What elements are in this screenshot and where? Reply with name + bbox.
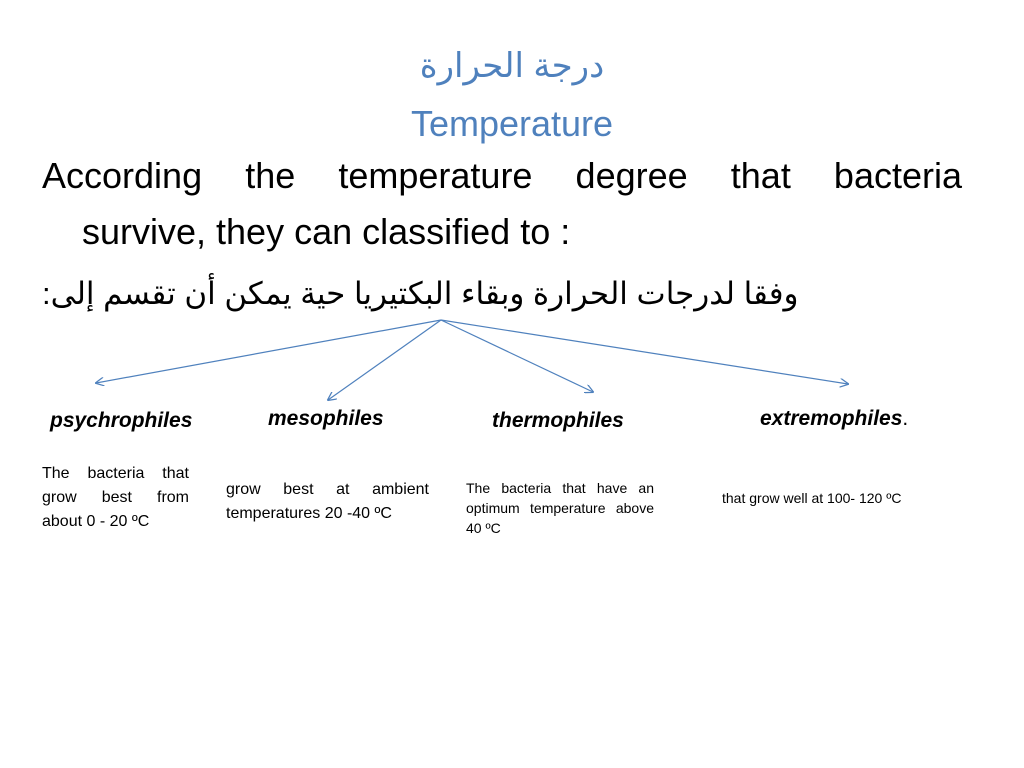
arrow-to-mesophiles — [328, 320, 441, 400]
intro-text-arabic: وفقا لدرجات الحرارة وبقاء البكتيريا حية يمكن أن تقسم إلى: — [42, 276, 799, 311]
intro-text-line-2: survive, they can classified to : — [82, 211, 571, 252]
intro-text-line-1: According the temperature degree that bacteria — [42, 155, 962, 196]
arrow-to-thermophiles — [441, 320, 593, 392]
description-psychrophiles: The bacteria that grow best from about 0 - 20 ºC — [42, 465, 189, 530]
arrow-to-psychrophiles — [96, 320, 441, 383]
slide-title-english: Temperature — [410, 103, 614, 144]
description-extremophiles: that grow well at 100- 120 ºC — [722, 490, 902, 506]
description-mesophiles: grow best at ambient temperatures 20 -40 ºC — [226, 481, 429, 522]
category-mesophiles: mesophiles — [268, 407, 384, 430]
slide-title-arabic: درجة الحرارة — [419, 47, 605, 85]
category-extremophiles-period: . — [902, 407, 909, 430]
category-extremophiles-name: extremophiles — [760, 407, 903, 430]
arrow-to-extremophiles — [441, 320, 848, 384]
category-psychrophiles: psychrophiles — [50, 409, 193, 432]
description-thermophiles: The bacteria that have an optimum temperature above 40 ºC — [466, 480, 654, 536]
category-thermophiles: thermophiles — [492, 409, 624, 432]
category-extremophiles — [760, 406, 908, 432]
